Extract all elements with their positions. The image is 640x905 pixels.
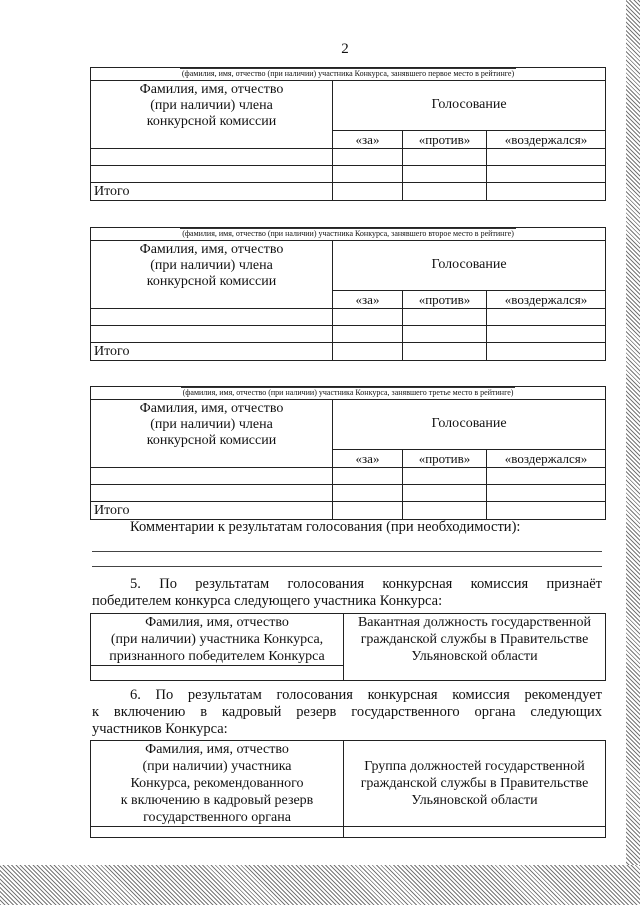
total-label: Итого [91,342,333,360]
table-row [91,467,606,484]
comment-line [92,551,602,552]
table-row [91,484,606,501]
vote-abstain-header: «воздержался» [487,449,606,467]
voting-header: Голосование [333,400,606,450]
scan-edge-right [626,0,640,905]
scan-edge-bottom [0,865,640,905]
table-row [91,325,606,342]
vote-for-header: «за» [333,130,403,148]
table-caption: (фамилия, имя, отчество (при наличии) участника Конкурса, занявшего третье место в рейтинге) [182,388,514,397]
winner-table [90,613,606,681]
vote-against-header: «против» [403,449,487,467]
vote-for-header: «за» [333,290,403,308]
total-row [91,182,606,200]
table-row [91,148,606,165]
comments-label: Комментарии к результатам голосования (при необходимости): [130,519,521,535]
page-number: 2 [341,41,349,57]
table-row [91,165,606,182]
reserve-name-header: Фамилия, имя, отчество (при наличии) участника Конкурса, рекомендованного к включению в кадровый резерв государственного органа [91,741,344,827]
member-name-header: Фамилия, имя, отчество (при наличии) члена конкурсной комиссии [91,400,333,450]
member-name-header: Фамилия, имя, отчество (при наличии) члена конкурсной комиссии [91,241,333,291]
vote-against-header: «против» [403,130,487,148]
section-6-text: 6. По результатам голосования конкурсная комиссия рекомендует к включению в кадровый резерв государственного органа следующих участников Конкурса: [92,687,602,737]
vote-abstain-header: «воздержался» [487,290,606,308]
voting-table-third-place [90,386,606,520]
voting-table-second-place [90,227,606,361]
vote-abstain-header: «воздержался» [487,130,606,148]
vote-for-header: «за» [333,449,403,467]
table-caption: (фамилия, имя, отчество (при наличии) участника Конкурса, занявшего второе место в рейтинге) [182,229,514,238]
winner-name-header: Фамилия, имя, отчество (при наличии) участника Конкурса, признанного победителем Конкурса [91,614,344,666]
section-5-text: 5. По результатам голосования конкурсная комиссия признаёт победителем конкурса следующего участника Конкурса: [92,576,602,609]
total-row [91,342,606,360]
winner-name-cell [91,666,344,681]
vote-against-header: «против» [403,290,487,308]
total-label: Итого [91,501,333,519]
table-caption: (фамилия, имя, отчество (при наличии) участника Конкурса, занявшего первое место в рейтинге) [181,69,515,78]
voting-table-first-place [90,67,606,201]
total-row [91,501,606,519]
reserve-table [90,740,606,838]
vacant-position-header: Вакантная должность государственной гражданской службы в Правительстве Ульяновской области [344,614,606,681]
table-row [91,308,606,325]
voting-header: Голосование [333,81,606,131]
member-name-header: Фамилия, имя, отчество (при наличии) члена конкурсной комиссии [91,81,333,131]
position-group-header: Группа должностей государственной гражданской службы в Правительстве Ульяновской области [344,741,606,827]
reserve-name-cell [91,827,344,838]
comment-line [92,566,602,567]
total-label: Итого [91,182,333,200]
reserve-position-cell [344,827,606,838]
voting-header: Голосование [333,241,606,291]
